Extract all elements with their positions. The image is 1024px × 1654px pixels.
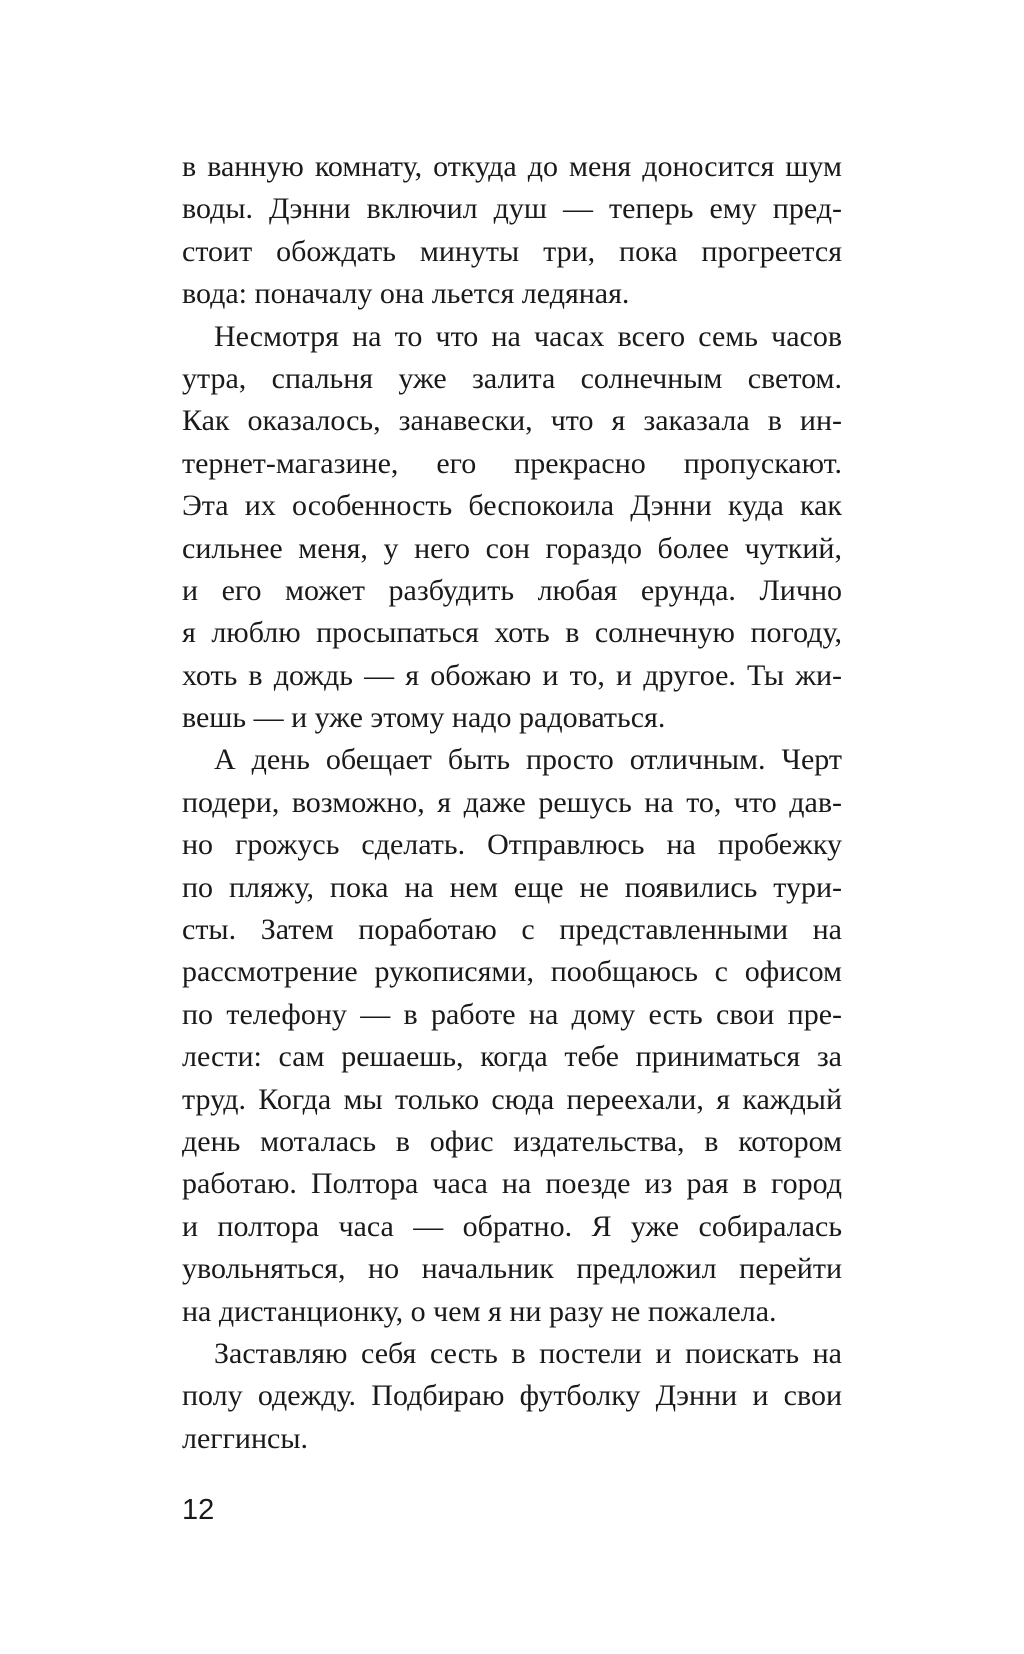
text-line: в ванную комнату, откуда до меня доносится шум	[182, 150, 842, 183]
text-line: утра, спальня уже залита солнечным светом.	[182, 361, 842, 395]
text-line: лести: сам решаешь, когда тебе приниматься за	[182, 1040, 842, 1074]
text-line: увольняться, но начальник предложил перейти	[182, 1252, 842, 1286]
text-line: труд. Когда мы только сюда переехали, я каждый	[182, 1082, 842, 1116]
paragraph	[182, 146, 842, 316]
text-line: леггинсы.	[182, 1421, 308, 1455]
paragraph	[182, 316, 842, 740]
text-line: день моталась в офис издательства, в котором	[182, 1124, 842, 1158]
text-line: работаю. Полтора часа на поезде из рая в город	[182, 1167, 842, 1201]
text-line: но грожусь сделать. Отправлюсь на пробежку	[182, 828, 842, 862]
page-number: 12	[182, 1494, 215, 1526]
paragraph	[182, 739, 842, 1332]
paragraph	[182, 1333, 842, 1460]
text-line: полу одежду. Подбираю футболку Дэнни и свои	[182, 1379, 842, 1413]
text-line: сты. Затем поработаю с представленными на	[182, 913, 842, 947]
text-line: подери, возможно, я даже решусь на то, что дав-	[182, 785, 842, 819]
text-line: на дистанционку, о чем я ни разу не пожалела.	[182, 1294, 777, 1328]
text-line: вода: поначалу она льется ледяная.	[182, 277, 630, 311]
text-line: и полтора часа — обратно. Я уже собиралась	[182, 1209, 842, 1243]
text-line: хоть в дождь — я обожаю и то, и другое. Ты жи-	[182, 658, 842, 692]
text-line: воды. Дэнни включил душ — теперь ему пред-	[182, 192, 842, 226]
text-line: Эта их особенность беспокоила Дэнни куда как	[182, 489, 842, 523]
text-line: рассмотрение рукописями, пообщаюсь с офисом	[182, 955, 842, 989]
text-line: тернет-магазине, его прекрасно пропускают.	[182, 446, 842, 480]
text-line: Как оказалось, занавески, что я заказала в ин-	[182, 404, 842, 438]
text-line: по пляжу, пока на нем еще не появились тури-	[182, 870, 842, 904]
text-line: Несмотря на то что на часах всего семь часов	[214, 319, 842, 353]
text-line: вешь — и уже этому надо радоваться.	[182, 701, 666, 735]
text-line: я люблю просыпаться хоть в солнечную погоду,	[182, 616, 842, 650]
text-line: по телефону — в работе на дому есть свои пре-	[182, 997, 842, 1031]
text-line: стоит обождать минуты три, пока прогреется	[182, 234, 842, 268]
text-line: Заставляю себя сесть в постели и поискать на	[214, 1336, 842, 1370]
text-line: А день обещает быть просто отличным. Черт	[214, 743, 842, 777]
body-text	[182, 146, 842, 1460]
text-line: и его может разбудить любая ерунда. Лично	[182, 573, 842, 607]
text-line: сильнее меня, у него сон гораздо более чуткий,	[182, 531, 842, 565]
